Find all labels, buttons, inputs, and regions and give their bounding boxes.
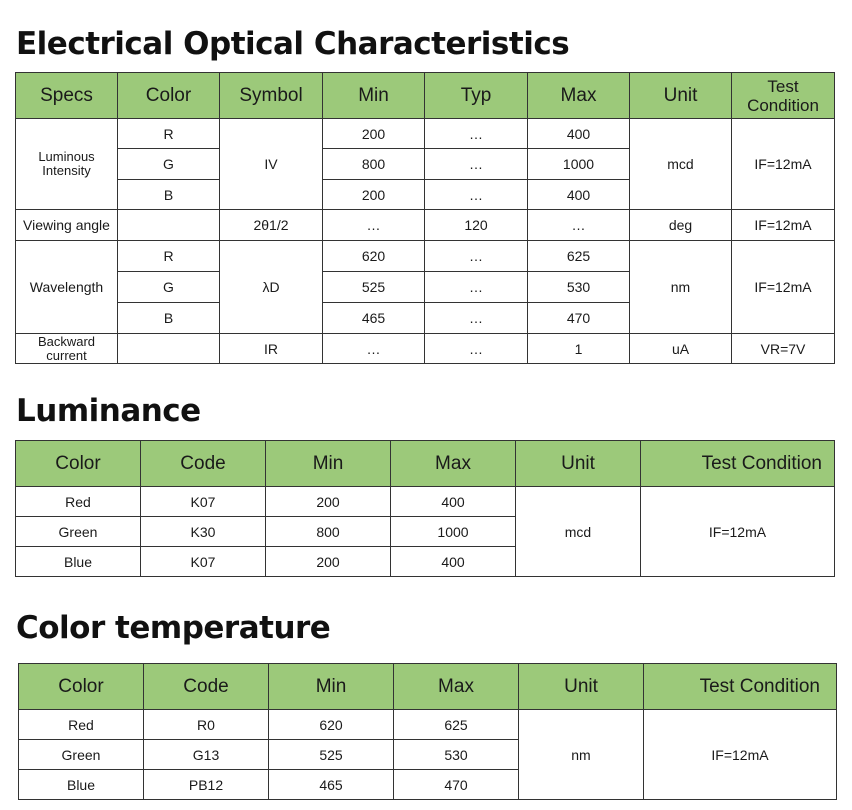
test-cell: VR=7V: [732, 334, 835, 364]
header-cell: Specs: [16, 73, 118, 119]
color-cell: Blue: [19, 770, 144, 800]
min-cell: 465: [269, 770, 394, 800]
header-cell: Symbol: [220, 73, 323, 119]
color-cell: Green: [19, 740, 144, 770]
header-cell: Max: [528, 73, 630, 119]
table-row: [16, 119, 835, 149]
table-header-row: [16, 441, 835, 487]
header-cell: Unit: [516, 441, 641, 487]
color-cell: Green: [16, 517, 141, 547]
max-cell: 400: [391, 547, 516, 577]
section-title-color-temperature: Color temperature: [16, 610, 331, 646]
min-cell: 800: [323, 149, 425, 180]
min-cell: 620: [269, 710, 394, 740]
spec-cell: Luminous Intensity: [16, 119, 118, 210]
typ-cell: …: [425, 119, 528, 149]
min-cell: 465: [323, 303, 425, 334]
test-cell: IF=12mA: [732, 210, 835, 241]
section-title-luminance: Luminance: [16, 393, 201, 429]
luminance-table: [15, 440, 835, 577]
unit-cell: mcd: [516, 487, 641, 577]
max-cell: 400: [391, 487, 516, 517]
min-cell: 200: [266, 547, 391, 577]
max-cell: 400: [528, 119, 630, 149]
color-temperature-table: [18, 663, 837, 800]
min-cell: 525: [323, 272, 425, 303]
symbol-cell: λD: [220, 241, 323, 334]
max-cell: 530: [528, 272, 630, 303]
spec-cell: Viewing angle: [16, 210, 118, 241]
typ-cell: …: [425, 334, 528, 364]
max-cell: 470: [394, 770, 519, 800]
table-row: [16, 487, 835, 517]
unit-cell: mcd: [630, 119, 732, 210]
typ-cell: 120: [425, 210, 528, 241]
color-cell: B: [118, 303, 220, 334]
header-cell: Min: [323, 73, 425, 119]
color-cell: [118, 210, 220, 241]
unit-cell: nm: [519, 710, 644, 800]
header-cell: Test Condition: [644, 664, 837, 710]
min-cell: 800: [266, 517, 391, 547]
max-cell: 400: [528, 180, 630, 210]
color-cell: Blue: [16, 547, 141, 577]
header-cell: Min: [269, 664, 394, 710]
code-cell: PB12: [144, 770, 269, 800]
header-cell: Max: [394, 664, 519, 710]
min-cell: 200: [323, 180, 425, 210]
color-cell: R: [118, 241, 220, 272]
color-cell: G: [118, 272, 220, 303]
code-cell: K07: [141, 487, 266, 517]
test-cell: IF=12mA: [641, 487, 835, 577]
table-header-row: [19, 664, 837, 710]
color-cell: R: [118, 119, 220, 149]
code-cell: K07: [141, 547, 266, 577]
table-header-row: [16, 73, 835, 119]
unit-cell: nm: [630, 241, 732, 334]
max-cell: 625: [394, 710, 519, 740]
header-cell: Code: [141, 441, 266, 487]
header-cell: Code: [144, 664, 269, 710]
header-cell: Test Condition: [732, 73, 835, 119]
header-cell: Test Condition: [641, 441, 835, 487]
color-cell: G: [118, 149, 220, 180]
typ-cell: …: [425, 241, 528, 272]
min-cell: 200: [323, 119, 425, 149]
typ-cell: …: [425, 180, 528, 210]
min-cell: …: [323, 334, 425, 364]
code-cell: R0: [144, 710, 269, 740]
max-cell: 530: [394, 740, 519, 770]
max-cell: 1000: [391, 517, 516, 547]
test-cell: IF=12mA: [732, 119, 835, 210]
code-cell: G13: [144, 740, 269, 770]
typ-cell: …: [425, 149, 528, 180]
min-cell: 525: [269, 740, 394, 770]
electrical-optical-table: [15, 72, 835, 364]
max-cell: …: [528, 210, 630, 241]
section-title-electrical: Electrical Optical Characteristics: [16, 26, 570, 62]
min-cell: …: [323, 210, 425, 241]
table-row: [19, 710, 837, 740]
code-cell: K30: [141, 517, 266, 547]
table-row: [16, 210, 835, 241]
color-cell: B: [118, 180, 220, 210]
table-row: [16, 241, 835, 272]
header-cell: Unit: [630, 73, 732, 119]
symbol-cell: IV: [220, 119, 323, 210]
color-cell: Red: [19, 710, 144, 740]
unit-cell: deg: [630, 210, 732, 241]
typ-cell: …: [425, 272, 528, 303]
spec-cell: Wavelength: [16, 241, 118, 334]
color-cell: [118, 334, 220, 364]
table-row: [16, 334, 835, 364]
max-cell: 470: [528, 303, 630, 334]
unit-cell: uA: [630, 334, 732, 364]
typ-cell: …: [425, 303, 528, 334]
header-cell: Typ: [425, 73, 528, 119]
header-cell: Max: [391, 441, 516, 487]
min-cell: 200: [266, 487, 391, 517]
min-cell: 620: [323, 241, 425, 272]
max-cell: 625: [528, 241, 630, 272]
symbol-cell: 2θ1/2: [220, 210, 323, 241]
header-cell: Color: [118, 73, 220, 119]
header-cell: Min: [266, 441, 391, 487]
color-cell: Red: [16, 487, 141, 517]
spec-cell: Backward current: [16, 334, 118, 364]
symbol-cell: IR: [220, 334, 323, 364]
header-cell: Unit: [519, 664, 644, 710]
max-cell: 1000: [528, 149, 630, 180]
test-cell: IF=12mA: [732, 241, 835, 334]
header-cell: Color: [16, 441, 141, 487]
test-cell: IF=12mA: [644, 710, 837, 800]
max-cell: 1: [528, 334, 630, 364]
header-cell: Color: [19, 664, 144, 710]
